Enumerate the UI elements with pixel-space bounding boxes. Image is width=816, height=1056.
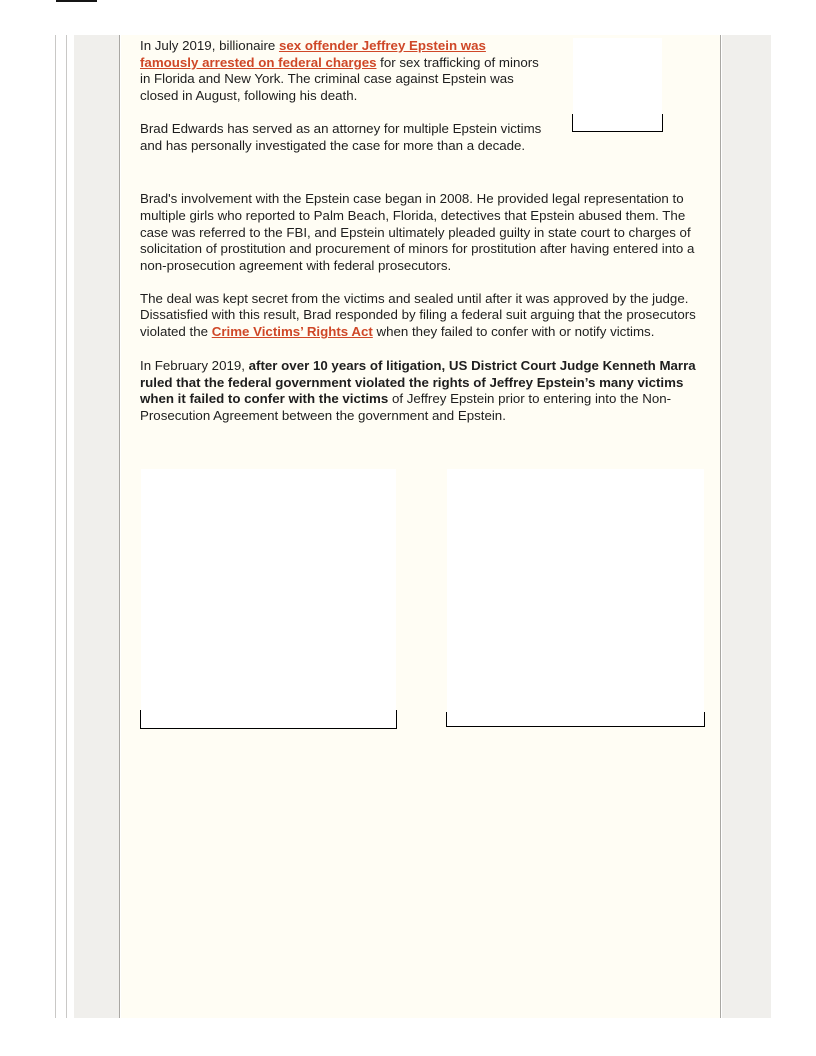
body-text: of Jeffrey Epstein prior to entering into the Non-Prosecution Agreement between the government and Epstein.: [140, 391, 672, 423]
broken-image-area: [573, 38, 662, 114]
bottom-right-image-placeholder: [446, 469, 705, 727]
clipped-box-border-fragment: [56, 0, 97, 2]
bottom-figures-row: [140, 469, 704, 742]
image-border-bottom: [446, 712, 705, 727]
left-gutter: [74, 35, 120, 1018]
image-border-bottom: [572, 114, 663, 132]
body-text: In July 2019, billionaire: [140, 38, 279, 53]
body-text: Brad's involvement with the Epstein case began in 2008. He provided legal representation to multiple girls who reported to Palm Beach, Florida, detectives that Epstein abused them. The case was referred to the FBI, and Epstein ultimately pleaded guilty in state court to charges of solicitation of prostitution and procurement of minors for prostitution after having entered into a non-prosecution agreement with federal prosecutors.: [140, 191, 695, 274]
article-link[interactable]: sex offender Jeffrey Epstein was famously arrested on federal charges: [140, 38, 486, 70]
broken-image-area: [141, 469, 396, 710]
paragraph-ruling: [140, 358, 704, 425]
bold-text: after over 10 years of litigation, US District Court Judge Kenneth Marra ruled that the federal government violated the rights of Jeffrey Epstein’s many victims when it failed to confer with the victims: [140, 357, 696, 407]
paragraph-intro: [140, 38, 542, 105]
body-text: when they failed to confer with or notify victims.: [372, 324, 655, 340]
body-text: In February 2019,: [140, 357, 249, 373]
image-border-bottom: [140, 710, 397, 729]
quote-rule-inner: [66, 35, 67, 1018]
right-gutter: [722, 35, 771, 1018]
paragraph-secret-deal: [140, 291, 704, 341]
top-right-image-placeholder: [572, 38, 663, 173]
body-text: for sex trafficking of minors in Florida and New York. The criminal case against Epstein was closed in August, following his death.: [140, 54, 539, 104]
bottom-left-image-placeholder: [140, 469, 397, 729]
paragraph-involvement: [140, 191, 704, 275]
body-text: Brad Edwards has served as an attorney for multiple Epstein victims and has personally investigated the case for more than a decade.: [140, 120, 542, 153]
body-text: The deal was kept secret from the victims and sealed until after it was approved by the judge. Dissatisfied with this result, Brad responded by filing a federal suit arguing that the prosecutors violated the: [140, 290, 696, 340]
article-link[interactable]: Crime Victims’ Rights Act: [211, 324, 373, 340]
quote-rule-outer: [55, 35, 56, 1018]
article-body: [121, 35, 721, 1018]
broken-image-area: [447, 469, 704, 712]
paragraph-brad-intro: [140, 121, 542, 154]
